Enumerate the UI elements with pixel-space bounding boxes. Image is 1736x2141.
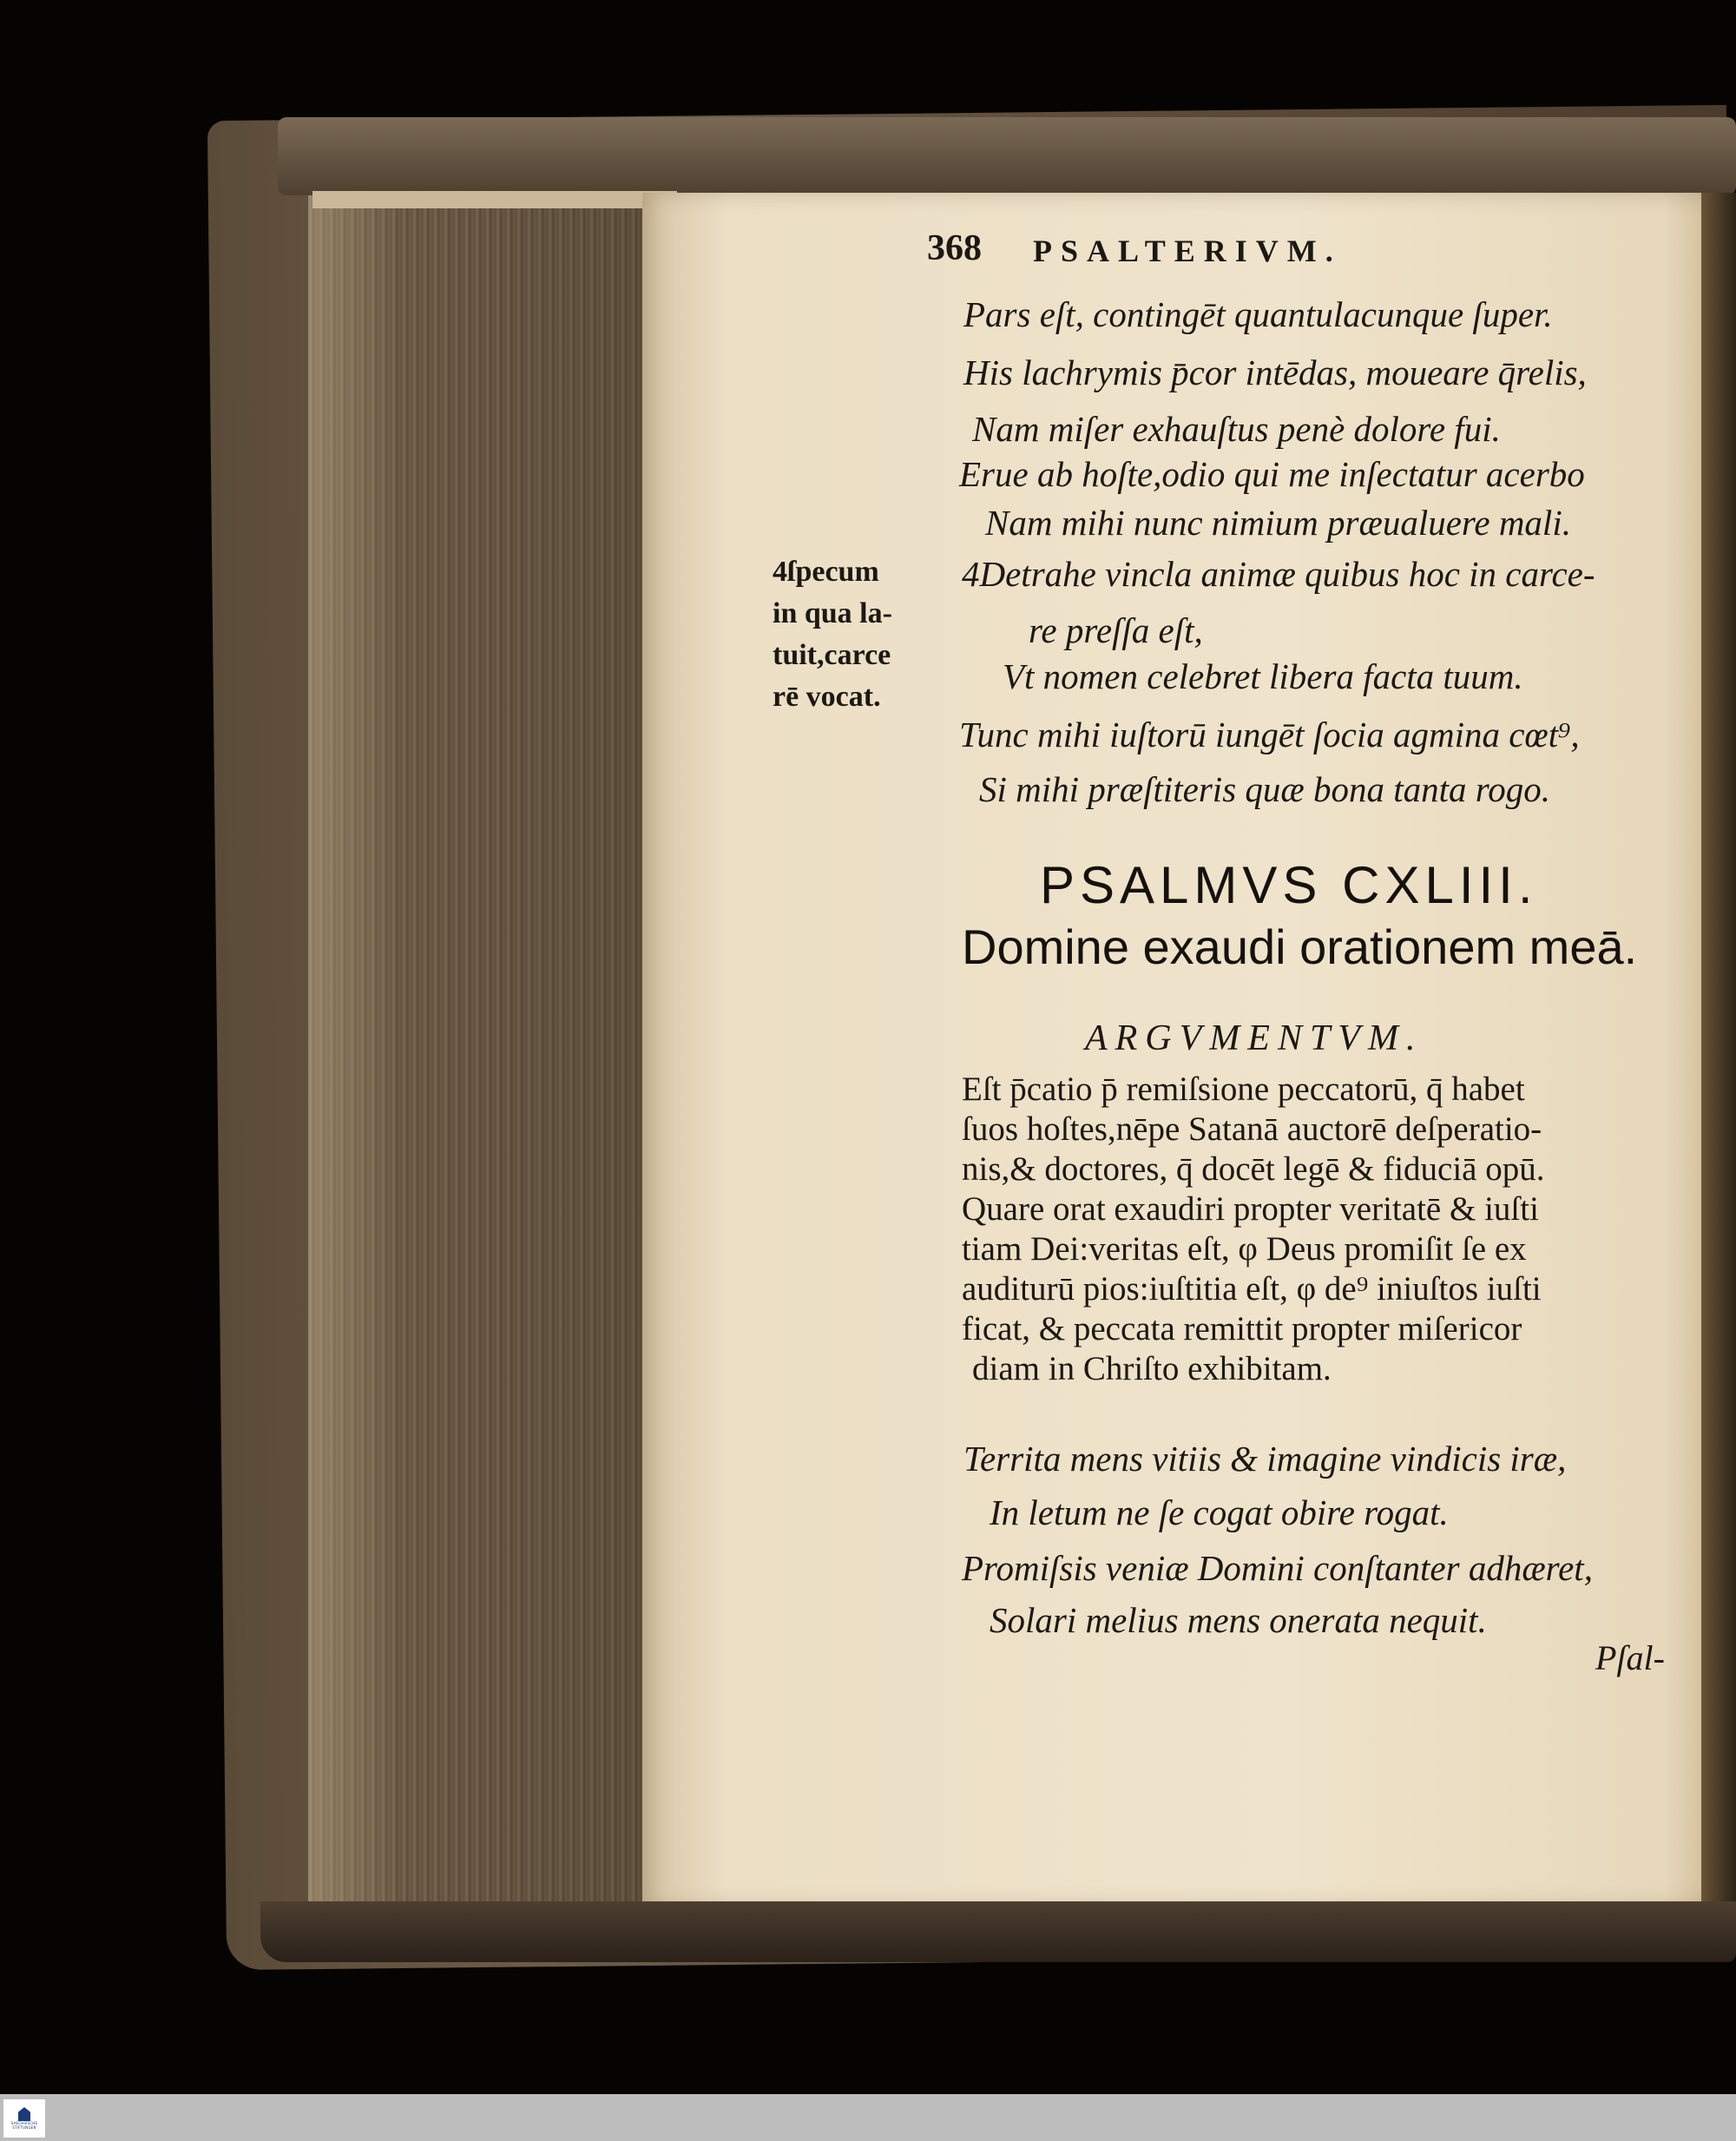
verse-line: Pars eſt, contingēt quantulacunque ſuper. bbox=[963, 294, 1553, 334]
argumentum-label: ARGVMENTVM. bbox=[1085, 1018, 1424, 1058]
verse-line: Solari melius mens onerata nequit. bbox=[990, 1600, 1487, 1640]
catchword: Pſal- bbox=[1595, 1638, 1665, 1677]
verse-line: Promiſsis veniæ Domini conſtanter adhæret, bbox=[962, 1548, 1593, 1588]
book-cover-top bbox=[278, 117, 1736, 195]
page-number: 368 bbox=[927, 228, 982, 268]
argumentum-line: nis,& doctores, q̄ docēt legē & fiduciā opū. bbox=[962, 1150, 1545, 1188]
viewer-footer-bar bbox=[0, 2094, 1736, 2141]
argumentum-line: ficat, & peccata remittit propter miſericor bbox=[962, 1310, 1522, 1347]
verse-line: re preſſa eſt, bbox=[1029, 610, 1203, 650]
verse-line: 4Detrahe vincla animæ quibus hoc in carce- bbox=[962, 554, 1595, 594]
verse-line: His lachrymis p̄cor intēdas, moueare q̄relis, bbox=[963, 352, 1587, 392]
logo-mark-icon bbox=[18, 2107, 30, 2121]
verse-line: Si mihi præſtiteris quæ bona tanta rogo. bbox=[979, 769, 1550, 809]
psalm-incipit: Domine exaudi orationem meā. bbox=[962, 919, 1638, 974]
verse-line: In letum ne ſe cogat obire rogat. bbox=[990, 1492, 1449, 1532]
institution-logo[interactable] bbox=[3, 2099, 45, 2138]
book-cover-bottom bbox=[260, 1901, 1736, 1962]
marginal-note-line: tuit,carce bbox=[773, 639, 891, 671]
marginal-note-line: rē vocat. bbox=[773, 681, 881, 713]
argumentum-line: auditurū pios:iuſtitia eſt, φ de⁹ iniuſtos iuſti bbox=[962, 1270, 1542, 1308]
marginal-note-line: in qua la- bbox=[773, 597, 892, 629]
logo-text: SAECHSISCHE STIFTUNGEN bbox=[10, 2121, 38, 2130]
marginal-note-line: 4ſpecum bbox=[773, 556, 879, 588]
argumentum-line: diam in Chriſto exhibitam. bbox=[972, 1350, 1332, 1387]
verse-line: Tunc mihi iuſtorū iungēt ſocia agmina cœt⁹, bbox=[959, 715, 1580, 754]
argumentum-line: Eſt p̄catio p̄ remiſsione peccatorū, q̄ habet bbox=[962, 1070, 1525, 1108]
verse-line: Nam miſer exhauſtus penè dolore fui. bbox=[972, 409, 1501, 449]
verse-line: Erue ab hoſte,odio qui me inſectatur acerbo bbox=[959, 454, 1585, 494]
verse-line: Vt nomen celebret libera facta tuum. bbox=[1003, 656, 1523, 696]
psalm-heading: PSALMVS CXLIII. bbox=[1040, 856, 1538, 914]
page-top-strip bbox=[312, 191, 677, 208]
argumentum-line: Quare orat exaudiri propter veritatē & iuſti bbox=[962, 1190, 1539, 1228]
verse-line: Nam mihi nunc nimium præualuere mali. bbox=[985, 503, 1571, 543]
verse-line: Territa mens vitiis & imagine vindicis iræ, bbox=[963, 1439, 1567, 1479]
running-title: PSALTERIVM. bbox=[1033, 234, 1342, 268]
page-edges-shade bbox=[308, 195, 681, 1910]
argumentum-line: ſuos hoſtes,nēpe Satanā auctorē deſperatio- bbox=[962, 1110, 1542, 1148]
argumentum-line: tiam Dei:veritas eſt, φ Deus promiſit ſe ex bbox=[962, 1230, 1527, 1268]
book-gutter bbox=[1701, 193, 1736, 1907]
